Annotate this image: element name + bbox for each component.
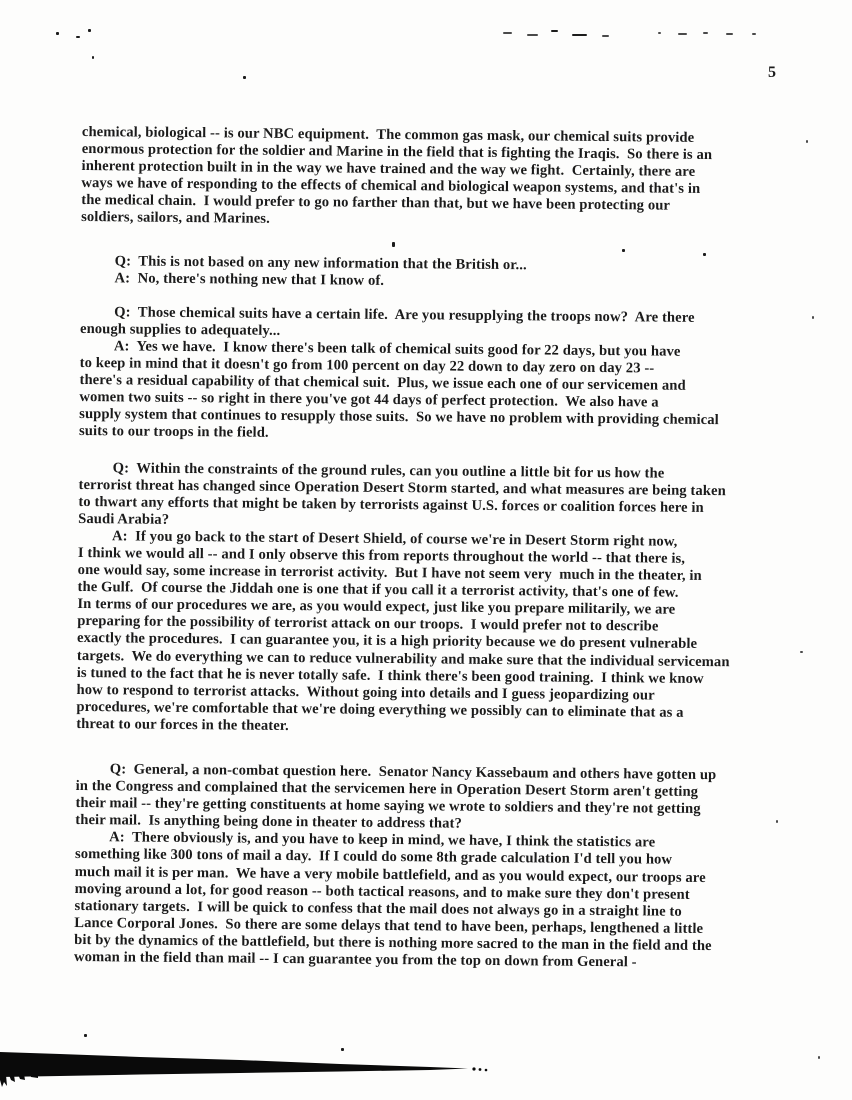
scan-speck — [726, 33, 733, 35]
paragraph — [78, 459, 795, 534]
paragraph — [81, 124, 798, 233]
text-line: Q: Those chemical suits have a certain life. Are you resupplying the troops now? Are there — [114, 304, 695, 326]
text-line: exactly the procedures. I can guarantee you, it is a high priority because we do present vulnerable — [76, 630, 698, 653]
scan-speck — [703, 253, 706, 256]
paragraph — [79, 338, 796, 447]
paragraph — [74, 829, 791, 973]
qa-section — [80, 253, 796, 294]
text-line: women two suits -- so right in there you've got 44 days of perfect protection. We also have a — [79, 389, 659, 411]
text-line: targets. We do everything we can to reduce vulnerability and make sure that the individual serviceman — [76, 647, 730, 670]
text-line: the Gulf. Of course the Jiddah one is one that if you call it a terrorist activity, that's one of few. — [77, 579, 679, 601]
text-line: procedures, we're comfortable that we're doing everything we possibly can to eliminate that as a — [76, 698, 684, 721]
paragraph — [76, 528, 794, 740]
text-line: enormous protection for the soldier and Marine in the field that is fighting the Iraqis. So there is an — [81, 141, 713, 164]
scan-speck — [92, 56, 94, 59]
scan-speck — [752, 33, 756, 35]
text-line: inherent protection built in in the way we have trained and the way we fight. Certainly, there are — [81, 158, 696, 181]
text-line: to keep in mind that it doesn't go from 100 percent on day 22 down to day zero on day 23 -- — [79, 355, 655, 377]
scan-speck — [800, 651, 803, 653]
scan-speck — [84, 1034, 87, 1037]
text-line: In terms of our procedures we are, as you would expect, just like you prepare militarily, we are — [77, 596, 676, 618]
text-line: A: No, there's nothing new that I know of. — [114, 269, 385, 289]
text-line: in the Congress and complained that the servicemen here in Operation Desert Storm aren't getting — [75, 778, 699, 801]
text-line: I think we would all -- and I only observe this from reports throughout the world -- that there is, — [77, 544, 686, 567]
text-line: A: If you go back to the start of Desert Shield, of course we're in Desert Storm right now, — [111, 528, 678, 550]
scan-speck — [76, 36, 80, 38]
text-line: something like 300 tons of mail a day. If I could do some 8th grade calculation I'd tell you how — [74, 846, 673, 869]
paragraph — [75, 761, 792, 836]
scan-speck — [88, 29, 91, 32]
scan-speck — [572, 34, 587, 36]
qa-section — [76, 459, 795, 739]
scan-speck — [602, 35, 609, 37]
scan-speck — [551, 30, 558, 32]
qa-section — [74, 761, 792, 973]
text-line: Q: Within the constraints of the ground rules, can you outline a little bit for us how the — [112, 459, 665, 482]
text-line: woman in the field than mail -- I can guarantee you from the top on down from General - — [73, 948, 637, 971]
text-line: suits to our troops in the field. — [78, 423, 269, 442]
scan-speck — [678, 33, 687, 35]
text-line: terrorist threat has changed since Operation Desert Storm started, and what measures are being taken — [78, 476, 726, 499]
text-line: moving around a lot, for good reason -- both tactical reasons, and to make sure they don't present — [74, 880, 690, 903]
scan-speck — [703, 32, 708, 34]
scan-speck — [392, 242, 395, 247]
qa-section — [81, 124, 798, 233]
text-line: A: Yes we have. I know there's been talk of chemical suits good for 22 days, but you have — [113, 338, 681, 360]
text-line: threat to our forces in the theater. — [76, 715, 289, 734]
text-line: chemical, biological -- is our NBC equipment. The common gas mask, our chemical suits provide — [81, 124, 695, 146]
scan-speck — [818, 1056, 820, 1059]
text-line: to thwart any efforts that might be taken by terrorists against U.S. forces or coalition forces here in — [78, 493, 704, 516]
scan-speck — [56, 32, 59, 35]
text-line: one would say, some increase in terrorist activity. But I have not seem very much in the theater, in — [77, 562, 702, 585]
qa-section — [79, 304, 796, 448]
text-line: supply system that continues to resupply those suits. So we have no problem with providing chemical — [79, 406, 719, 429]
text-line: soldiers, sailors, and Marines. — [81, 209, 270, 228]
text-line: much mail it is per man. We have a very mobile battlefield, and as you would expect, our troops are — [74, 863, 706, 886]
page-number: 5 — [768, 64, 776, 81]
text-line: A: There obviously is, and you have to keep in mind, we have, I think the statistics are — [109, 829, 656, 851]
scan-speck — [658, 32, 661, 34]
text-line: stationary targets. I will be quick to confess that the mail does not always go in a straight line to — [74, 897, 682, 920]
text-line: the medical chain. I would prefer to go no farther than that, but we have been protecting our — [81, 192, 671, 215]
scan-speck — [243, 76, 246, 79]
scan-speck — [776, 820, 778, 823]
text-line: Q: General, a non-combat question here. Senator Nancy Kassebaum and others have gotten up — [109, 761, 717, 784]
scan-speck — [622, 249, 625, 252]
text-line: Saudi Arabia? — [78, 510, 170, 528]
text-line: enough supplies to adequately... — [79, 320, 281, 339]
text-line: ways we have of responding to the effects of chemical and biological weapon systems, and that's in — [81, 175, 701, 198]
page-content — [74, 124, 798, 993]
text-line: how to respond to terrorist attacks. Without going into details and I guess jeopardizing our — [76, 681, 655, 704]
text-line: their mail. Is anything being done in theater to address that? — [75, 812, 462, 832]
text-line: there's a residual capability of that chemical suit. Plus, we issue each one of our servicemen and — [79, 372, 686, 394]
scan-speck — [806, 140, 808, 143]
text-line: bit by the dynamics of the battlefield, but there is nothing more sacred to the man in the field and the — [74, 931, 712, 955]
text-line: preparing for the possibility of terrorist attack on our troops. I would prefer not to describe — [77, 613, 659, 635]
scan-speck — [527, 34, 538, 36]
text-line: their mail -- they're getting constituents at home saying we wrote to soldiers and they're not getting — [75, 795, 701, 818]
scan-speck — [812, 316, 814, 319]
text-line: is tuned to the fact that he is never totally safe. I think there's been good training. I think we know — [76, 664, 704, 687]
text-line: Q: This is not based on any new information that the British or... — [114, 252, 527, 273]
scan-artifact-wedge — [0, 1046, 500, 1090]
text-line: Lance Corporal Jones. So there are some delays that tend to have been, perhaps, lengthened a little — [74, 914, 704, 937]
scan-speck — [503, 32, 512, 34]
